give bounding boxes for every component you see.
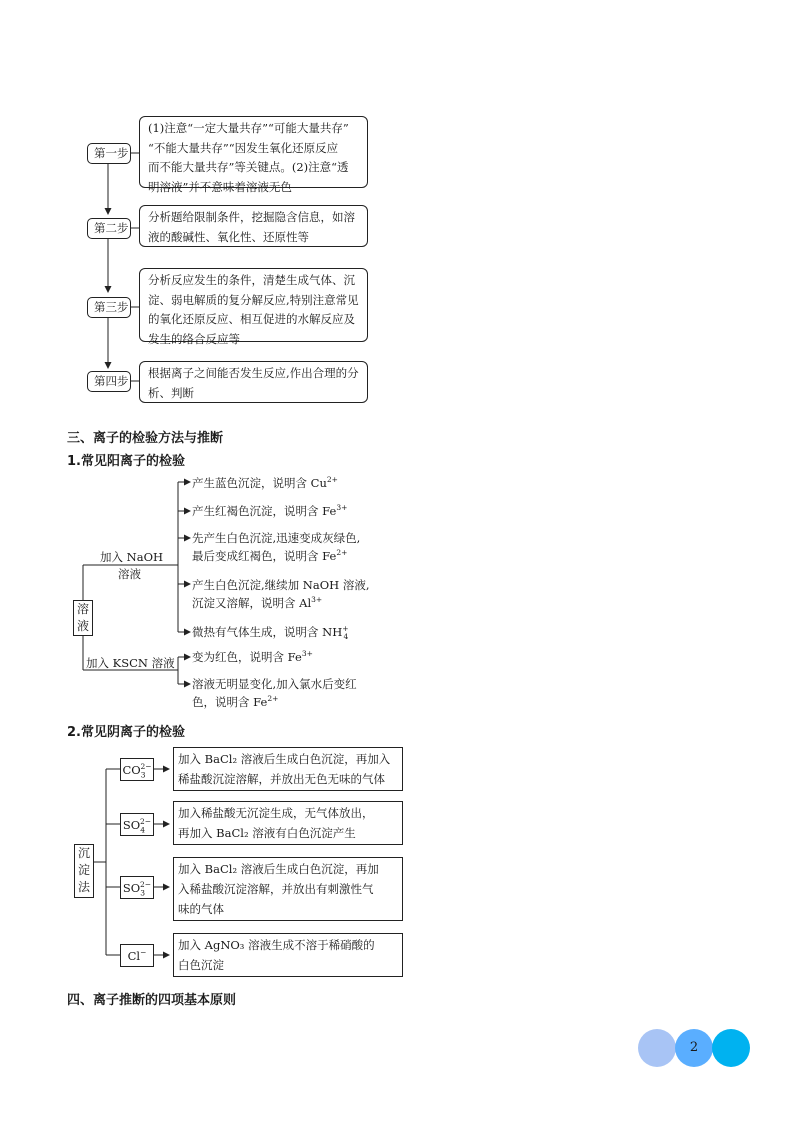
step-2-box: 第二步 [87,218,131,239]
cation-result-al-line1: 产生白色沉淀,继续加 NaOH 溶液, [192,578,370,592]
cation-result-fe2-line1: 先产生白色沉淀,迅速变成灰绿色, [192,531,361,545]
step-3-box: 第三步 [87,297,131,318]
anion-chloride-desc: 加入 AgNO₃ 溶液生成不溶于稀硝酸的 白色沉淀 [173,933,403,977]
solution-label-box: 溶 液 [73,600,93,636]
step-1-description: (1)注意“一定大量共存”“可能大量共存” “不能大量共存”“因发生氧化还原反应 而不能大量共存”等关键点。(2)注意“透 明溶液”并不意味着溶液无色 [139,116,368,188]
cation-result-fe2-line2: 最后变成红褐色，说明含 $Fe^{2+}$ [192,548,348,563]
ion-carbonate-box: $CO_3^{2-}$ [120,758,154,781]
step-3-description: 分析反应发生的条件，清楚生成气体、沉 淀、弱电解质的复分解反应,特别注意常见 的氧化还原反应、相互促进的水解反应及 发生的络合反应等 [139,268,368,342]
kscn-label: 加入 KSCN 溶液 [86,656,175,670]
cation-result-kscn-fe2-line1: 溶液无明显变化,加入氯水后变红 [192,677,357,691]
anion-sulfite-desc: 加入 BaCl₂ 溶液后生成白色沉淀，再加 入稀盐酸沉淀溶解，并放出有刺激性气 味的气体 [173,857,403,921]
cation-result-al-line2: 沉淀又溶解，说明含 $Al^{3+}$ [192,595,323,610]
cation-result-fe3: 产生红褐色沉淀，说明含 $Fe^{3+}$ [192,503,348,518]
step-4-description: 根据离子之间能否发生反应,作出合理的分 析、判断 [139,361,368,403]
anion-sulfate-desc: 加入稀盐酸无沉淀生成，无气体放出， 再加入 BaCl₂ 溶液有白色沉淀产生 [173,801,403,845]
page-circle-right [712,1029,750,1067]
naoh-label-2: 溶液 [118,567,141,581]
cation-result-kscn-fe3: 变为红色，说明含 $Fe^{3+}$ [192,649,313,664]
subsection-anion-title: 2.常见阴离子的检验 [67,725,185,740]
step-1-box: 第一步 [87,143,131,164]
ion-sulfate-box: $SO_4^{2-}$ [120,813,154,836]
anion-carbonate-desc: 加入 BaCl₂ 溶液后生成白色沉淀，再加入 稀盐酸沉淀溶解，并放出无色无味的气体 [173,747,403,791]
cation-result-kscn-fe2-line2: 色，说明含 $Fe^{2+}$ [192,694,279,709]
ion-chloride-box: Cl− [120,944,154,967]
section-3-title: 三、离子的检验方法与推断 [67,431,224,446]
ion-sulfite-box: $SO_3^{2-}$ [120,876,154,899]
step-4-box: 第四步 [87,371,131,392]
page-number: 2 [689,1040,699,1055]
section-4-title: 四、离子推断的四项基本原则 [67,993,237,1008]
step-2-description: 分析题给限制条件，挖掘隐含信息，如溶 液的酸碱性、氧化性、还原性等 [139,205,368,247]
precipitation-method-box: 沉 淀 法 [74,844,94,898]
naoh-label: 加入 NaOH [100,550,164,564]
subsection-cation-title: 1.常见阳离子的检验 [67,454,185,469]
cation-result-nh4: 微热有气体生成，说明含 $NH^+_4$ [192,624,349,642]
page-circle-left [638,1029,676,1067]
cation-result-cu: 产生蓝色沉淀，说明含 $Cu^{2+}$ [192,475,338,490]
